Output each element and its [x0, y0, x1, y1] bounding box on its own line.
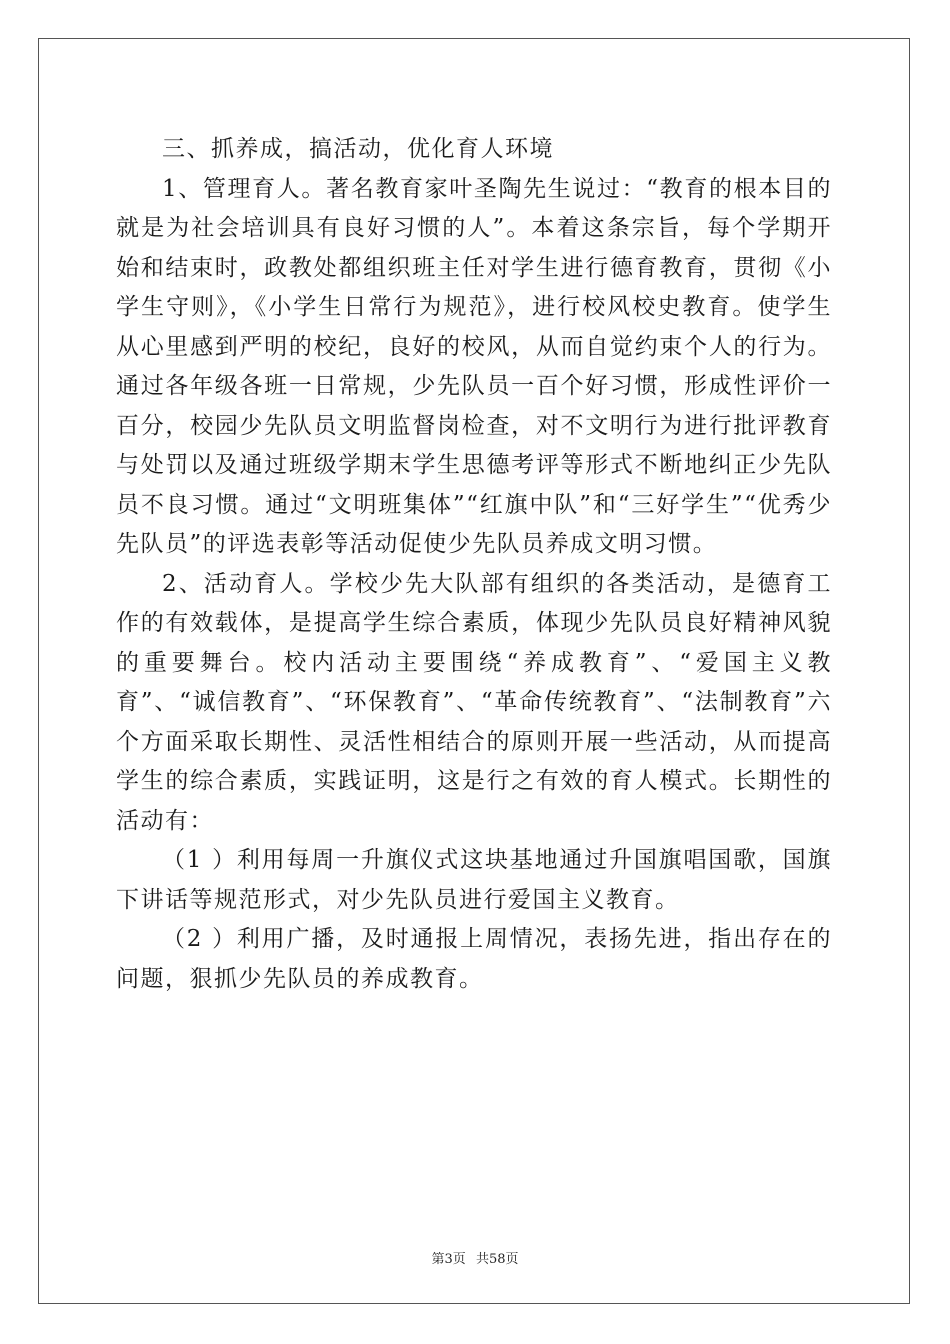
paragraph-item-1: （1 ）利用每周一升旗仪式这块基地通过升国旗唱国歌，国旗下讲话等规范形式，对少先队员进行爱国主义教育。	[116, 847, 832, 913]
document-body	[116, 130, 832, 999]
page-number: 第3页	[431, 1252, 466, 1267]
paragraph-activities: 2、活动育人。学校少先大队部有组织的各类活动，是德育工作的有效载体，是提高学生综合素质，体现少先队员良好精神风貌的重要舞台。校内活动主要围绕“养成教育”、“爱国主义教育”、“诚信教育”、“环保教育”、“革命传统教育”、“法制教育”六个方面采取长期性、灵活性相结合的原则开展一些活动，从而提高学生的综合素质，实践证明，这是行之有效的育人模式。长期性的活动有：	[116, 570, 832, 834]
paragraph-management: 1、管理育人。著名教育家叶圣陶先生说过：“教育的根本目的就是为社会培训具有良好习惯的人”。本着这条宗旨，每个学期开始和结束时，政教处都组织班主任对学生进行德育教育，贯彻《小学生守则》，《小学生日常行为规范》，进行校风校史教育。使学生从心里感到严明的校纪，良好的校风，从而自觉约束个人的行为。通过各年级各班一日常规，少先队员一百个好习惯，形成性评价一百分，校园少先队员文明监督岗检查，对不文明行为进行批评教育与处罚以及通过班级学期末学生思德考评等形式不断地纠正少先队员不良习惯。通过“文明班集体”“红旗中队”和“三好学生”“优秀少先队员”的评选表彰等活动促使少先队员养成文明习惯。	[116, 175, 832, 557]
section-heading: 三、抓养成，搞活动，优化育人环境	[162, 136, 554, 162]
page-footer	[0, 1248, 950, 1267]
total-pages: 共58页	[475, 1252, 519, 1267]
paragraph-item-2: （2 ）利用广播，及时通报上周情况，表扬先进，指出存在的问题，狠抓少先队员的养成教育。	[116, 926, 832, 992]
